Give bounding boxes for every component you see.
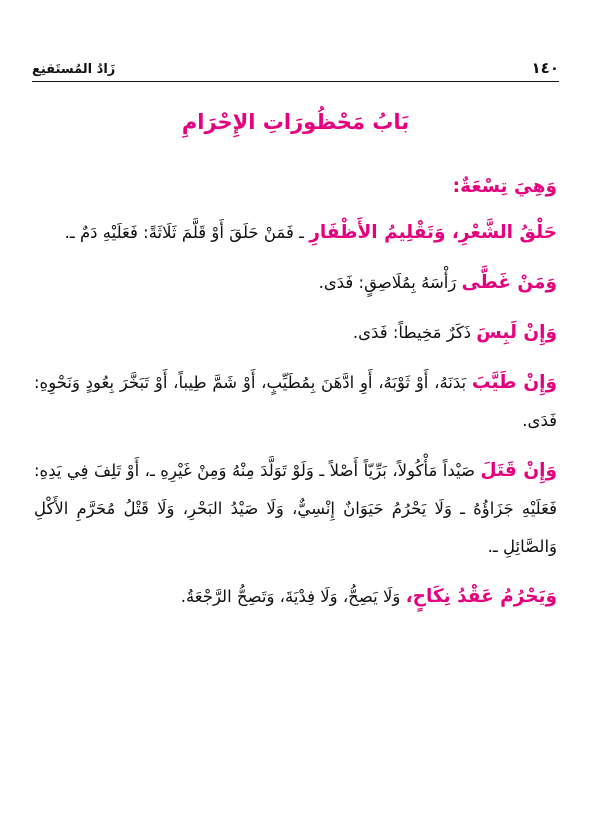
paragraph-text: ذَكَرٌ مَخِيطاً: فَدَى. xyxy=(352,323,477,342)
key-phrase: وَهِيَ تِسْعَةٌ: xyxy=(452,176,557,197)
key-phrase: حَلْقُ الشَّعْرِ، وَتَقْلِيمُ الأَظْفَارِ xyxy=(309,222,557,243)
paragraph-marriage xyxy=(34,578,557,616)
paragraph-text: ـ فَمَنْ حَلَقَ أَوْ قَلَّمَ ثَلَاثَةً: فَعَلَيْهِ دَمٌ ـ. xyxy=(64,223,310,242)
book-title: زَادُ المُستَقنِع xyxy=(32,62,116,77)
key-phrase: وَإِنْ قَتَلَ xyxy=(480,460,557,481)
key-phrase: وَإِنْ طَيَّبَ xyxy=(471,372,557,393)
paragraph-text: وَلَا يَصِحُّ، وَلَا فِدْيَةَ، وَتَصِحُّ الرَّجْعَةُ. xyxy=(180,587,406,606)
paragraph-text: رَأْسَهُ بِمُلَاصِقٍ: فَدَى. xyxy=(318,273,462,292)
paragraph-sewn-clothing xyxy=(34,314,557,352)
key-phrase: وَيَحْرُمُ عَقْدُ نِكَاحٍ، xyxy=(405,586,557,607)
paragraph-hunting xyxy=(34,452,557,566)
paragraph-text: صَيْداً مَأْكُولاً، بَرِّيّاً أَصْلاً ـ وَلَوْ تَوَلَّدَ مِنْهُ وَمِنْ غَيْرِهِ ـ، أَوْ تَلِفَ فِي يَدِهِ: فَعَلَيْهِ جَزَاؤُهُ ـ وَلَا يَحْرُمُ حَيَوَانٌ إِنْسِيٌّ، وَلَا صَيْدُ البَحْرِ، وَلَا قَتْلُ مُحَرَّمِ الأَكْلِ وَالصَّائِلِ ـ. xyxy=(34,461,557,556)
paragraph-text: بَدَنَهُ، أَوْ ثَوْبَهُ، أَوِ ادَّهَنَ بِمُطَيِّبٍ، أَوْ شَمَّ طِيباً، أَوْ تَبَخَّرَ بِعُودٍ وَنَحْوِهِ: فَدَى. xyxy=(34,373,557,430)
paragraph-shaving xyxy=(34,214,557,252)
chapter-title: بَابُ مَحْظُورَاتِ الإِحْرَامِ xyxy=(181,110,410,134)
key-phrase: وَإِنْ لَبِسَ xyxy=(476,322,557,343)
paragraph-intro xyxy=(34,168,557,206)
key-phrase: وَمَنْ غَطَّى xyxy=(461,272,557,293)
page-number: ١٤٠ xyxy=(531,59,559,77)
running-header xyxy=(32,56,559,82)
paragraph-perfume xyxy=(34,364,557,440)
text-body xyxy=(34,168,557,628)
paragraph-covering-head xyxy=(34,264,557,302)
